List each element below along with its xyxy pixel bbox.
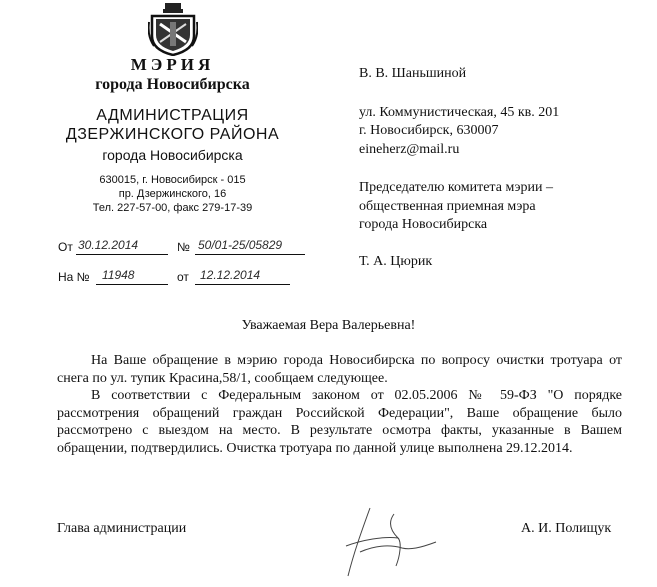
phone-line: Тел. 227-57-00, факс 279-17-39 [92, 202, 253, 214]
from-label: От [58, 240, 73, 254]
admin-line-2: ДЗЕРЖИНСКОГО РАЙОНА [65, 126, 280, 143]
greeting: Уважаемая Вера Валерьевна! [241, 318, 416, 333]
reply-label: На № [58, 270, 90, 284]
copy-line-2: общественная приемная мэра [359, 199, 536, 214]
city-coat-of-arms-icon [148, 2, 198, 56]
reply-date: 12.12.2014 [200, 268, 261, 282]
address-line-2: пр. Дзержинского, 16 [118, 188, 227, 200]
recipient-email: eineherz@mail.ru [359, 142, 460, 157]
number-label: № [177, 240, 190, 254]
address-line-1: 630015, г. Новосибирск - 015 [99, 174, 246, 186]
recipient-name: В. В. Шаньшиной [359, 66, 467, 81]
paragraph-2: В соответствии с Федеральным законом от 02.05.2006 № 59-ФЗ "О порядке рассмотрения обращений граждан Российской Федерации", Ваше обращение было рассмотрено с выездом на место. В результате осмотра факты, указанные в Вашем обращении, подтвердились. Очистка тротуара по данной улице выполнена 29.12.2014. [57, 388, 622, 456]
reply-number: 11948 [102, 268, 135, 282]
signature-name: А. И. Полищук [521, 521, 612, 536]
handwritten-signature-icon [340, 500, 450, 580]
admin-line-1: АДМИНИСТРАЦИЯ [96, 107, 249, 124]
letter-body [57, 352, 622, 458]
admin-city: города Новосибирска [102, 147, 243, 163]
from-date: 30.12.2014 [78, 238, 139, 252]
copy-name: Т. А. Цюрик [359, 254, 433, 269]
copy-line-3: города Новосибирска [359, 217, 488, 232]
number-value: 50/01-25/05829 [198, 238, 283, 252]
org-title: МЭРИЯ [130, 55, 215, 74]
org-city: города Новосибирска [95, 76, 250, 93]
reply-from-label: от [177, 270, 189, 284]
recipient-street: ул. Коммунистическая, 45 кв. 201 [359, 105, 560, 120]
paragraph-1: На Ваше обращение в мэрию города Новосибирска по вопросу очистки тротуара от снега по ул. тупик Красина,58/1, сообщаем следующее. [57, 353, 622, 386]
signature-position: Глава администрации [57, 521, 187, 536]
recipient-city: г. Новосибирск, 630007 [359, 123, 499, 138]
copy-line-1: Председателю комитета мэрии – [359, 180, 553, 195]
